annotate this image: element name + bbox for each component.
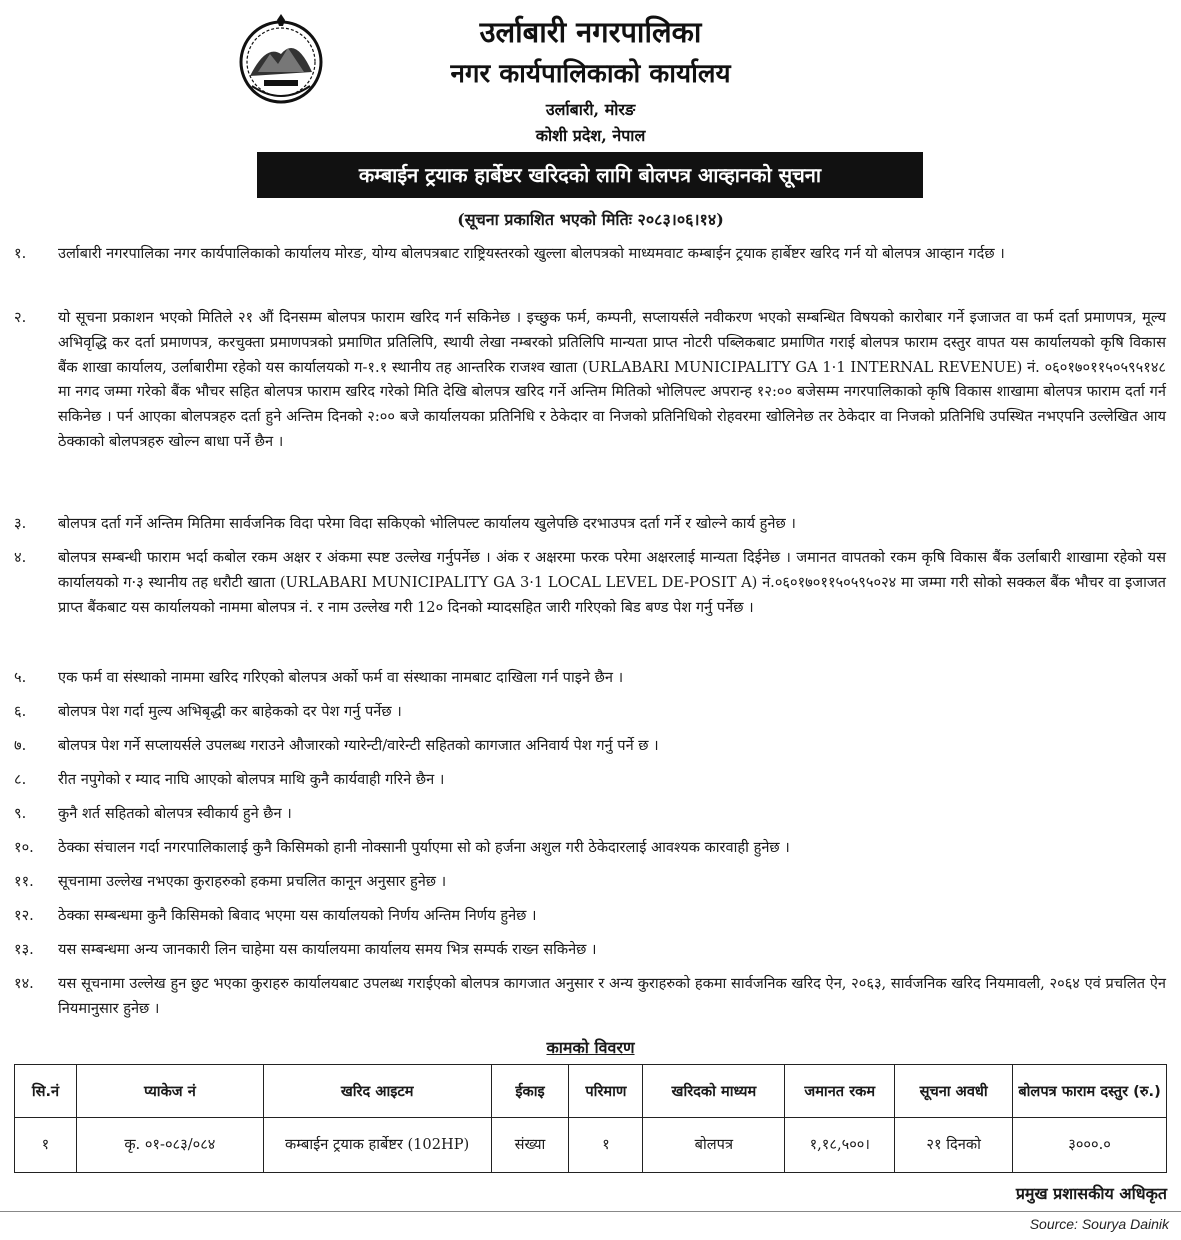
item-number: ४.: [14, 549, 27, 566]
signatory-title: प्रमुख प्रशासकीय अधिकृत: [1015, 1184, 1167, 1203]
work-details-table: [14, 1064, 1167, 1173]
item-number: १४.: [14, 975, 34, 992]
column-header: परिमाण: [569, 1065, 643, 1118]
notice-item: [14, 306, 1166, 455]
table-row: [15, 1118, 1167, 1173]
column-header: सि.नं: [15, 1065, 77, 1118]
item-text: बोलपत्र सम्बन्धी फाराम भर्दा कबोल रकम अक्षर र अंकमा स्पष्ट उल्लेख गर्नुपर्नेछ । अंक र अक्षरमा फरक परेमा अक्षरलाई मान्यता दिईनेछ । जमानत वापतको रकम कृषि विकास बैंक उर्लाबारी शाखामा रहेको यस कार्यालयको ग·३ स्थानीय तह धरौटी खाता (URLABARI MUNICIPALITY GA 3·1 LOCAL LEVEL DE-POSIT A) नं.०६०१७०११५०५९५०२४ मा जम्मा गरी सोको सक्कल बैंक भौचर वा इजाजत प्राप्त बैंकबाट यस कार्यालयको नाममा बोलपत्र नं. र नाम उल्लेख गरी 12० दिनको म्यादसहित जारी गरिएको बिड बण्ड पेश गर्नु पर्नेछ ।: [58, 549, 1166, 616]
item-text: रीत नपुगेको र म्याद नाघि आएको बोलपत्र माथि कुनै कार्यवाही गरिने छैन ।: [58, 771, 445, 788]
notice-item: [14, 666, 1166, 691]
address-line-1: उर्लाबारी, मोरङ: [545, 100, 636, 119]
item-text: यस सम्बन्धमा अन्य जानकारी लिन चाहेमा यस कार्यालयमा कार्यालय समय भित्र सम्पर्क राख्न सकिनेछ ।: [58, 941, 597, 958]
table-header-row: [15, 1065, 1167, 1118]
source-credit: Source: Sourya Dainik: [1029, 1216, 1169, 1232]
item-text: यो सूचना प्रकाशन भएको मितिले २१ औं दिनसम्म बोलपत्र फाराम खरिद गर्न सकिनेछ । इच्छुक फर्म, कम्पनी, सप्लायर्सले नवीकरण भएको सम्बन्धित विषयको कारोबार गर्ने इजाजत वा फर्म दर्ता प्रमाणपत्र, मूल्य अभिवृद्धि कर दर्ता प्रमाणपत्र, करचुक्ता प्रमाणपत्रको प्रमाणित प्रतिलिपि, स्थायी लेखा नम्बरको प्रतिलिपि मान्यता प्राप्त नोटरी पब्लिकबाट प्रमाणित गराई बोलपत्र फाराम दस्तुर वापत यस कार्यालयको कृषि विकास बैंक शाखा कार्यालय, उर्लाबारीमा रहेको यस कार्यालयको ग-१.१ स्थानीय तह आन्तरिक राजश्व खाता (URLABARI MUNICIPALITY GA 1·1 INTERNAL REVENUE) नं. ०६०१७०११५०५९५१४८ मा नगद जम्मा गरेको बैंक भौचर सहित बोलपत्र फाराम खरिद गरेको मिति देखि बोलपत्र खरिद गर्ने अन्तिम मितिको भोलिपल्ट अपरान्ह १२:०० बजेसम्म नगरपालिकाको कृषि विकास शाखामा बोलपत्र फाराम दर्ता गर्न सकिनेछ । पर्न आएका बोलपत्रहरु दर्ता हुने अन्तिम दिनको २:०० बजे कार्यालयका प्रतिनिधि र ठेकेदार वा निजको प्रतिनिधिको रोहवरमा खोलिनेछ तर ठेकेदार वा निजको प्रतिनिधि उपस्थित नभएपनि उल्लेखित आय ठेक्काको बोलपत्रहरु खोल्न बाधा पर्ने छैन ।: [58, 309, 1166, 450]
notice-item: [14, 938, 1166, 963]
table-cell: बोलपत्र: [643, 1118, 785, 1173]
notice-item: [14, 700, 1166, 725]
item-text: बोलपत्र दर्ता गर्ने अन्तिम मितिमा सार्वजनिक विदा परेमा विदा सकिएको भोलिपल्ट कार्यालय खुलेपछि दरभाउपत्र दर्ता गर्ने र खोल्ने कार्य हुनेछ ।: [58, 515, 796, 532]
item-number: १३.: [14, 941, 34, 958]
column-header: ईकाइ: [491, 1065, 569, 1118]
item-text: सूचनामा उल्लेख नभएका कुराहरुको हकमा प्रचलित कानून अनुसार हुनेछ ।: [58, 873, 447, 890]
item-text: बोलपत्र पेश गर्ने सप्लायर्सले उपलब्ध गराउने औजारको ग्यारेन्टी/वारेन्टी सहितको कागजात अनिवार्य पेश गर्नु पर्ने छ ।: [58, 737, 659, 754]
column-header: सूचना अवधी: [895, 1065, 1013, 1118]
table-cell: कृ. ०१-०८३/०८४: [76, 1118, 263, 1173]
item-text: ठेक्का संचालन गर्दा नगरपालिकालाई कुनै किसिमको हानी नोक्सानी पुर्याएमा सो को हर्जना अशुल गरी ठेकेदारलाई आवश्यक कारवाही हुनेछ ।: [58, 839, 790, 856]
item-number: ५.: [14, 669, 27, 686]
table-cell: १: [15, 1118, 77, 1173]
item-text: यस सूचनामा उल्लेख हुन छुट भएका कुराहरु कार्यालयबाट उपलब्ध गराईएको बोलपत्र कागजात अनुसार र अन्य कुराहरुको हकमा सार्वजनिक खरिद ऐन, २०६३, सार्वजनिक खरिद नियमावली, २०६४ एवं प्रचलित ऐन नियमानुसार हुनेछ ।: [58, 975, 1166, 1017]
notice-item: [14, 870, 1166, 895]
table-cell: कम्बाईन ट्रयाक हार्बेष्टर (102HP): [263, 1118, 491, 1173]
notice-item: [14, 904, 1166, 929]
notice-item: [14, 512, 1166, 537]
publish-date: (सूचना प्रकाशित भएको मितिः २०८३।०६।१४): [457, 210, 724, 229]
table-cell: १,१८,५००।: [785, 1118, 895, 1173]
item-number: १.: [14, 245, 27, 262]
column-header: बोलपत्र फाराम दस्तुर (रु.): [1013, 1065, 1167, 1118]
item-number: १०.: [14, 839, 34, 856]
item-number: २.: [14, 309, 27, 326]
notice-item: [14, 972, 1166, 1022]
notice-item: [14, 546, 1166, 620]
address-line-2: कोशी प्रदेश, नेपाल: [535, 126, 646, 145]
item-number: १२.: [14, 907, 34, 924]
table-cell: २१ दिनको: [895, 1118, 1013, 1173]
item-number: ३.: [14, 515, 27, 532]
item-number: ११.: [14, 873, 34, 890]
item-text: बोलपत्र पेश गर्दा मुल्य अभिबृद्धी कर बाहेकको दर पेश गर्नु पर्नेछ ।: [58, 703, 402, 720]
column-header: खरिदको माध्यम: [643, 1065, 785, 1118]
municipality-name: उर्लाबारी नगरपालिका: [479, 15, 702, 49]
item-number: ७.: [14, 737, 27, 754]
notice-item: [14, 836, 1166, 861]
item-text: कुनै शर्त सहितको बोलपत्र स्वीकार्य हुने छैन ।: [58, 805, 292, 822]
divider: [0, 1211, 1181, 1212]
notice-title-banner: कम्बाईन ट्रयाक हार्बेष्टर खरिदको लागि बोलपत्र आव्हानको सूचना: [257, 152, 923, 198]
column-header: खरिद आइटम: [263, 1065, 491, 1118]
item-text: उर्लाबारी नगरपालिका नगर कार्यपालिकाको कार्यालय मोरङ, योग्य बोलपत्रबाट राष्ट्रियस्तरको खुल्ला बोलपत्रको माध्यमवाट कम्बाईन ट्रयाक हार्बेष्टर खरिद गर्न यो बोलपत्र आव्हान गर्दछ ।: [58, 245, 1005, 262]
column-header: प्याकेज नं: [76, 1065, 263, 1118]
notice-item: [14, 802, 1166, 827]
column-header: जमानत रकम: [785, 1065, 895, 1118]
notice-item: [14, 734, 1166, 759]
table-cell: ३०००.०: [1013, 1118, 1167, 1173]
office-name: नगर कार्यपालिकाको कार्यालय: [450, 59, 731, 89]
item-number: ९.: [14, 805, 27, 822]
item-number: ६.: [14, 703, 27, 720]
table-cell: १: [569, 1118, 643, 1173]
notice-item: [14, 768, 1166, 793]
item-text: एक फर्म वा संस्थाको नाममा खरिद गरिएको बोलपत्र अर्को फर्म वा संस्थाका नामबाट दाखिला गर्न पाइने छैन ।: [58, 669, 624, 686]
notice-item: [14, 242, 1166, 267]
work-details-title-text: कामको विवरण: [546, 1038, 635, 1057]
table-cell: संख्या: [491, 1118, 569, 1173]
item-number: ८.: [14, 771, 27, 788]
work-details-title: [0, 1036, 1181, 1058]
item-text: ठेक्का सम्बन्धमा कुनै किसिमको बिवाद भएमा यस कार्यालयको निर्णय अन्तिम निर्णय हुनेछ ।: [58, 907, 537, 924]
